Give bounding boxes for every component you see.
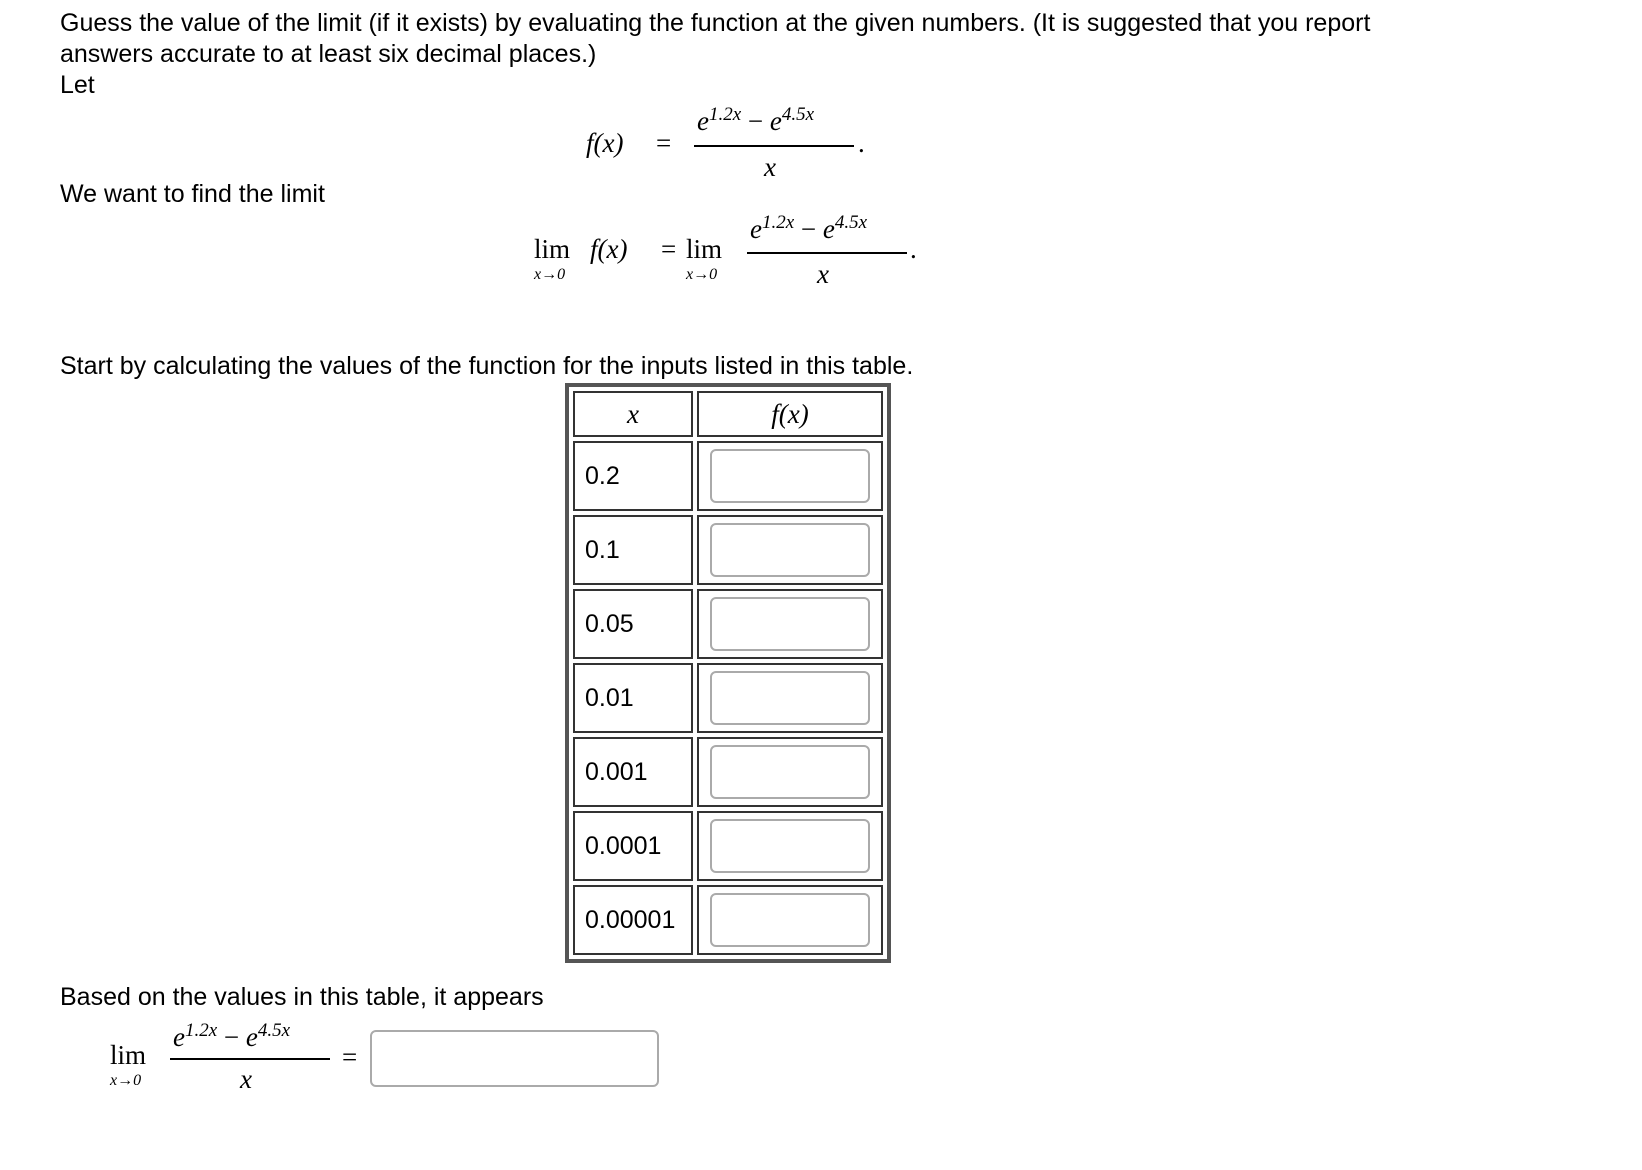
lim-sub: x→0 (534, 266, 566, 283)
numerator: $e^{1.2x} - e^{4.5x}$ (750, 212, 868, 244)
header-fx: f(x) (697, 391, 883, 437)
table-row (573, 441, 883, 511)
equals: = (656, 128, 672, 158)
fx-cell (697, 737, 883, 807)
fx-cell (697, 515, 883, 585)
lim: lim (686, 234, 723, 264)
period: . (858, 128, 865, 158)
numerator: $e^{1.2x} - e^{4.5x}$ (173, 1020, 291, 1052)
lim: lim (110, 1040, 147, 1070)
instructions: Guess the value of the limit (if it exists) by evaluating the function at the given numbers. (It is suggested that you report answers accurate to at least six decimal places.) (60, 9, 1371, 68)
lim-sub: x→0 (686, 266, 718, 283)
denominator: x (817, 259, 829, 289)
table-row (573, 589, 883, 659)
f-label: f(x) (590, 234, 628, 264)
fx-input[interactable] (710, 449, 870, 503)
table-row (573, 737, 883, 807)
table-header (573, 391, 883, 437)
denominator: x (240, 1064, 252, 1094)
values-table (565, 383, 891, 963)
based-label: Based on the values in this table, it appears (60, 983, 544, 1011)
x-value: 0.0001 (573, 811, 693, 881)
x-value: 0.01 (573, 663, 693, 733)
fx-input[interactable] (710, 597, 870, 651)
period: . (910, 234, 917, 264)
x-value: 0.2 (573, 441, 693, 511)
fx-input[interactable] (710, 893, 870, 947)
f-label: f(x) (586, 128, 624, 158)
intro-block (60, 8, 1390, 101)
fx-input[interactable] (710, 745, 870, 799)
equals: = (342, 1042, 358, 1072)
want-label: We want to find the limit (60, 180, 325, 208)
x-value: 0.00001 (573, 885, 693, 955)
fx-cell (697, 663, 883, 733)
x-value: 0.001 (573, 737, 693, 807)
fx-input[interactable] (710, 671, 870, 725)
numerator: $e^{1.2x} - e^{4.5x}$ (697, 104, 815, 136)
fx-input[interactable] (710, 819, 870, 873)
header-x: x (573, 391, 693, 437)
table-row (573, 811, 883, 881)
fx-input[interactable] (710, 523, 870, 577)
limit-answer-input[interactable] (370, 1030, 659, 1087)
table-row (573, 885, 883, 955)
x-value: 0.1 (573, 515, 693, 585)
fx-cell (697, 589, 883, 659)
table-row (573, 663, 883, 733)
denominator: x (764, 152, 776, 182)
fx-cell (697, 441, 883, 511)
table-row (573, 515, 883, 585)
start-label: Start by calculating the values of the function for the inputs listed in this table. (60, 352, 914, 380)
lim: lim (534, 234, 571, 264)
fx-cell (697, 811, 883, 881)
equals: = (661, 234, 677, 264)
fx-cell (697, 885, 883, 955)
lim-sub: x→0 (110, 1072, 142, 1089)
x-value: 0.05 (573, 589, 693, 659)
let-label: Let (60, 71, 95, 99)
